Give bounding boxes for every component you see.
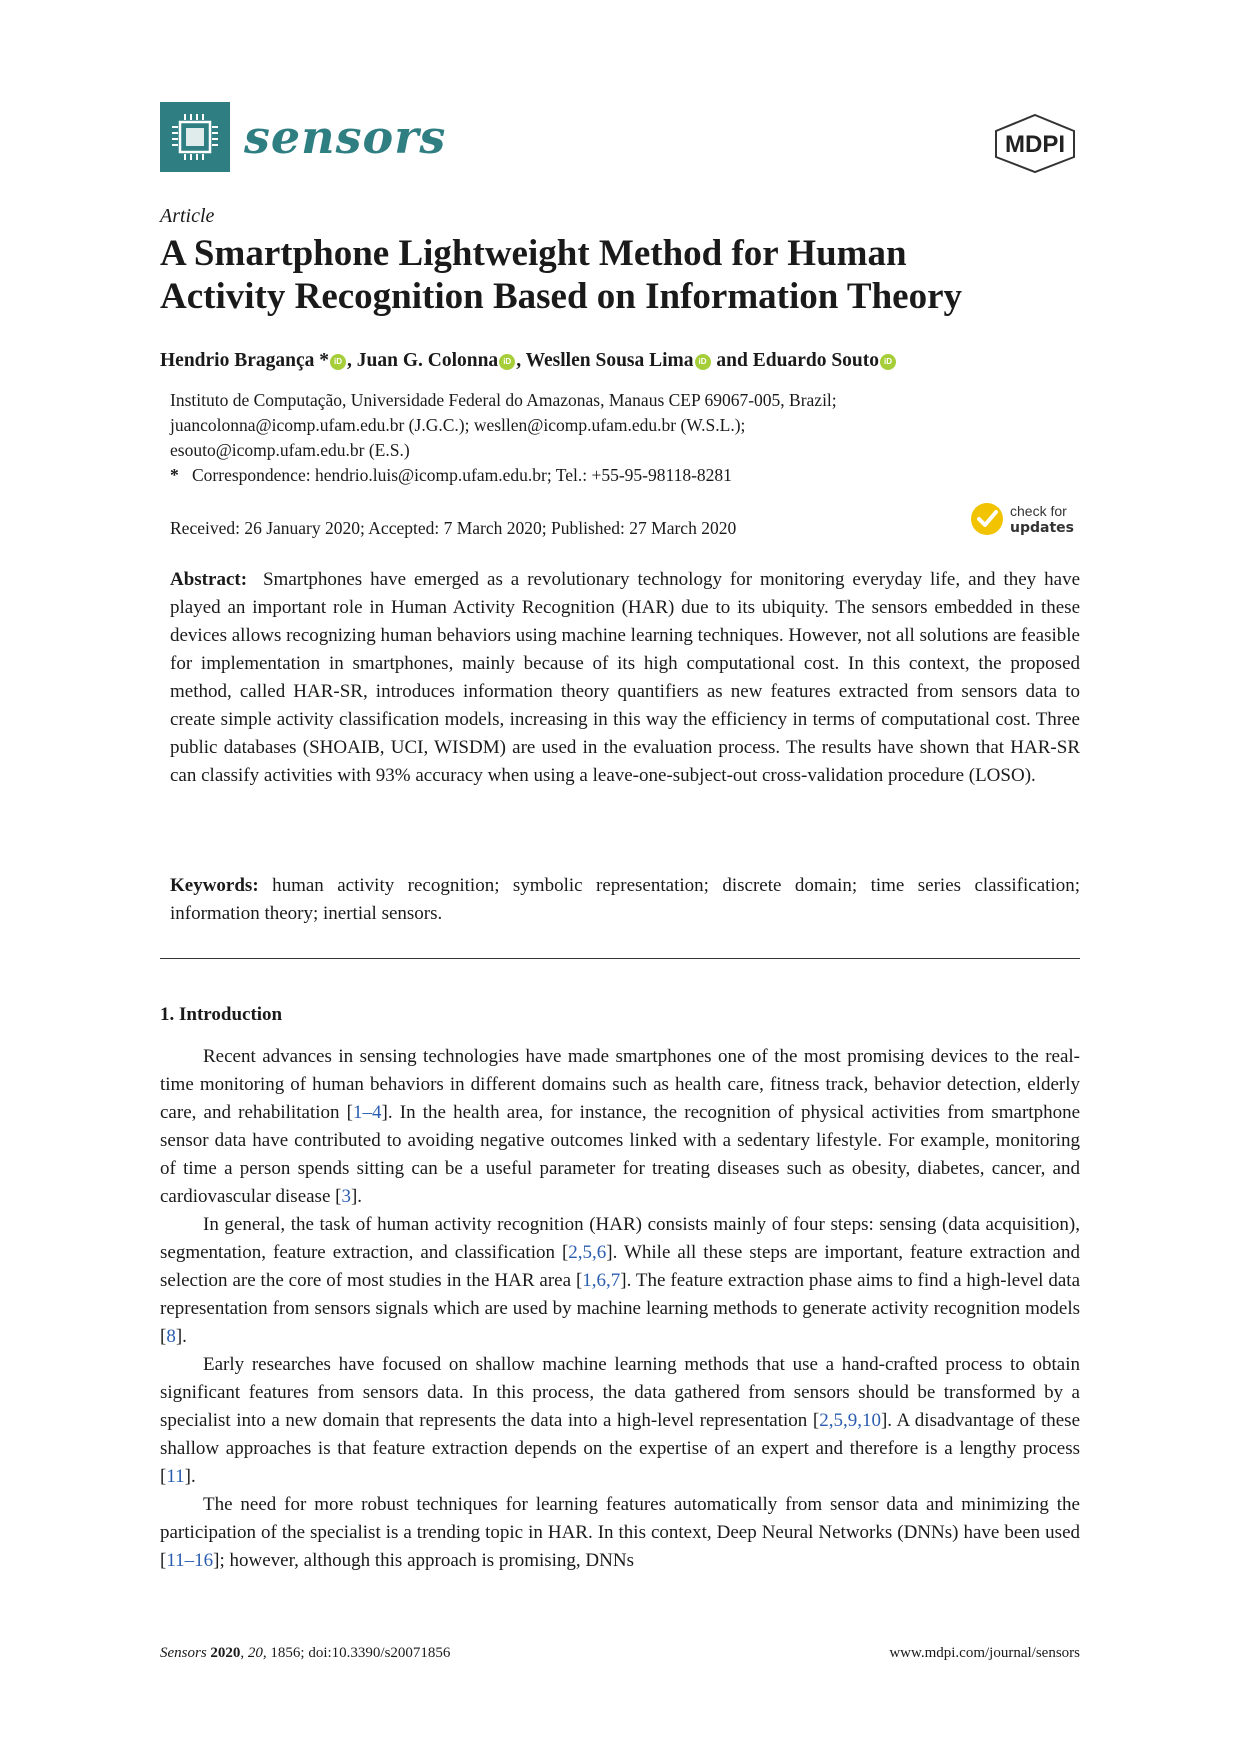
citation-link[interactable]: 1,6,7 <box>582 1270 621 1291</box>
section-heading: 1. Introduction <box>160 1004 283 1025</box>
chip-icon <box>160 102 230 172</box>
paragraph <box>160 1351 1080 1491</box>
paragraph-text: ]. <box>350 1186 363 1207</box>
affiliation-line: esouto@icomp.ufam.edu.br (E.S.) <box>170 440 410 460</box>
article-type: Article <box>160 205 215 227</box>
paragraph-text: ]. A disadvantage of these shallow approaches is that feature extraction depends on the expertise of an expert and therefore is a lengthy process [ <box>160 1410 1080 1487</box>
title-line-2: Activity Recognition Based on Information Theory <box>160 276 963 317</box>
paragraph-text: ]; however, although this approach is promising, DNNs <box>213 1550 634 1571</box>
author-name: Juan G. Colonna <box>356 350 499 371</box>
citation-link[interactable]: 2,5,9,10 <box>819 1410 881 1431</box>
citation-link[interactable]: 3 <box>341 1186 351 1207</box>
keywords <box>170 872 1080 928</box>
abstract <box>170 566 1080 790</box>
check-updates-line-2: updates <box>1010 519 1074 536</box>
journal-name: sensors <box>244 110 447 164</box>
footer-year: 2020 <box>210 1645 241 1661</box>
title-line-1: A Smartphone Lightweight Method for Human <box>160 233 907 274</box>
citation-link[interactable]: 11–16 <box>166 1550 214 1571</box>
check-for-updates-badge[interactable] <box>970 502 1074 536</box>
author-separator: , <box>516 350 526 371</box>
author-name: Eduardo Souto <box>752 350 880 371</box>
paragraph-text: ]. In the health area, for instance, the recognition of physical activities from smartphone sensor data have contributed to avoiding negative outcomes linked with a sedentary lifestyle. For example, monitoring of time a person spends sitting can be a useful parameter for treating diseases such as obesity, diabetes, cancer, and cardiovascular disease [ <box>160 1102 1081 1207</box>
affiliations <box>170 388 970 488</box>
author-name: Wesllen Sousa Lima <box>525 350 694 371</box>
author-separator: and <box>711 350 753 371</box>
paragraph-text: ]. <box>184 1466 196 1487</box>
introduction-body <box>160 1043 1080 1575</box>
checkmark-icon <box>970 502 1004 536</box>
keywords-text: human activity recognition; symbolic representation; discrete domain; time series classification; information theory; inertial sensors. <box>170 875 1080 924</box>
author-separator: , <box>347 350 357 371</box>
correspondence-text: Correspondence: hendrio.luis@icomp.ufam.edu.br; Tel.: +55-95-98118-8281 <box>192 465 732 485</box>
paragraph-text: In general, the task of human activity recognition (HAR) consists mainly of four steps: sensing (data acquisition), segmentation, feature extraction, and classification [ <box>160 1214 1080 1263</box>
paragraph-text: Recent advances in sensing technologies have made smartphones one of the most promising devices to the real-time monitoring of human behaviors in different domains such as health care, fitness track, behavior detection, elderly care, and rehabilitation [ <box>160 1046 1080 1123</box>
check-updates-line-1: check for <box>1010 502 1067 519</box>
paragraph-text: Early researches have focused on shallow machine learning methods that use a hand-crafted process to obtain significant features from sensors data. In this process, the data gathered from sensors should be transformed by a specialist into a new domain that represents the data into a high-level representation [ <box>160 1354 1080 1431</box>
footer-citation: Sensors 2020, 20, 1856; doi:10.3390/s20071856 <box>160 1645 451 1661</box>
section-divider <box>160 958 1080 959</box>
publication-dates: Received: 26 January 2020; Accepted: 7 March 2020; Published: 27 March 2020 <box>170 518 737 538</box>
orcid-icon[interactable]: iD <box>695 354 711 370</box>
mdpi-logo-text: MDPI <box>1005 131 1065 158</box>
paragraph-text: ]. While all these steps are important, feature extraction and selection are the core of most studies in the HAR area [ <box>160 1242 1080 1291</box>
paper-title <box>160 232 1110 318</box>
citation-link[interactable]: 2,5,6 <box>568 1242 607 1263</box>
citation-link[interactable]: 8 <box>166 1326 176 1347</box>
paragraph <box>160 1211 1080 1351</box>
paragraph <box>160 1491 1080 1575</box>
affiliation-line: Instituto de Computação, Universidade Federal do Amazonas, Manaus CEP 69067-005, Brazil; <box>170 390 837 410</box>
footer-journal: Sensors <box>160 1645 207 1661</box>
correspondence <box>170 463 970 488</box>
orcid-icon[interactable]: iD <box>880 354 896 370</box>
author-name: Hendrio Bragança * <box>160 350 329 371</box>
mdpi-logo <box>990 112 1080 179</box>
affiliation-line: juancolonna@icomp.ufam.edu.br (J.G.C.); wesllen@icomp.ufam.edu.br (W.S.L.); <box>170 415 746 435</box>
orcid-icon[interactable]: iD <box>330 354 346 370</box>
paragraph-text: ]. The feature extraction phase aims to find a high-level data representation from sensors signals which are used by machine learning methods to generate activity recognition models [ <box>160 1270 1081 1347</box>
abstract-text: Smartphones have emerged as a revolutionary technology for monitoring everyday life, and they have played an important role in Human Activity Recognition (HAR) due to its ubiquity. The sensors embedded in these devices allows recognizing human behaviors using machine learning techniques. However, not all solutions are feasible for implementation in smartphones, mainly because of its high computational cost. In this context, the proposed method, called HAR-SR, introduces information theory quantifiers as new features extracted from sensors data to create simple activity classification models, increasing in this way the efficiency in terms of computational cost. Three public databases (SHOAIB, UCI, WISDM) are used in the evaluation process. The results have shown that HAR-SR can classify activities with 93% accuracy when using a leave-one-subject-out cross-validation procedure (LOSO). <box>170 569 1081 786</box>
abstract-label: Abstract: <box>170 569 248 590</box>
paragraph-text: The need for more robust techniques for learning features automatically from sensor data and minimizing the participation of the specialist is a trending topic in HAR. In this context, Deep Neural Networks (DNNs) have been used [ <box>160 1494 1080 1571</box>
citation-link[interactable]: 11 <box>166 1466 185 1487</box>
footer-doi: , 1856; doi:10.3390/s20071856 <box>262 1645 451 1661</box>
footer-url[interactable]: www.mdpi.com/journal/sensors <box>889 1645 1080 1661</box>
citation-link[interactable]: 1–4 <box>353 1102 382 1123</box>
paragraph-text: ]. <box>175 1326 187 1347</box>
paragraph <box>160 1043 1080 1211</box>
author-list <box>160 350 897 372</box>
footer-volume: 20 <box>247 1645 263 1661</box>
orcid-icon[interactable]: iD <box>499 354 515 370</box>
keywords-label: Keywords: <box>170 875 259 896</box>
correspondence-mark: * <box>170 465 179 485</box>
journal-logo <box>160 102 446 172</box>
